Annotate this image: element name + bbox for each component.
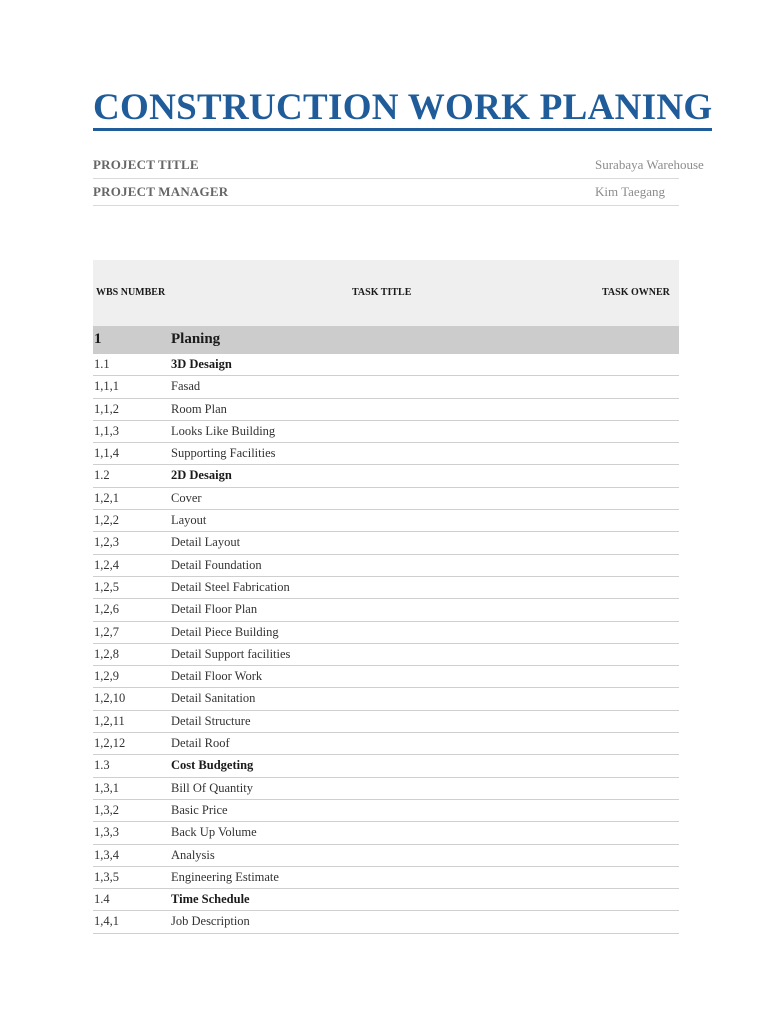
task-title-cell: Detail Layout bbox=[171, 535, 241, 550]
wbs-number-cell: 1,4,1 bbox=[94, 914, 119, 929]
wbs-number-cell: 1,2,7 bbox=[94, 624, 119, 639]
column-header-wbs: WBS NUMBER bbox=[96, 287, 166, 298]
wbs-number-cell: 1.4 bbox=[94, 892, 110, 907]
task-title-cell: Detail Structure bbox=[171, 713, 251, 728]
wbs-number-cell: 1.2 bbox=[94, 468, 110, 483]
task-title-cell: 2D Desaign bbox=[171, 468, 232, 483]
column-header-task-title: TASK TITLE bbox=[352, 287, 412, 298]
project-manager-value: Kim Taegang bbox=[595, 184, 665, 199]
task-title-cell: Basic Price bbox=[171, 802, 228, 817]
task-title-cell: Detail Foundation bbox=[171, 557, 262, 572]
wbs-number-cell: 1,3,4 bbox=[94, 847, 119, 862]
column-header-task-owner: TASK OWNER bbox=[602, 287, 670, 298]
table-row bbox=[93, 688, 679, 710]
task-title-cell: Detail Floor Work bbox=[171, 669, 263, 684]
task-title-cell: Detail Floor Plan bbox=[171, 602, 258, 617]
project-title-label: PROJECT TITLE bbox=[93, 157, 199, 172]
task-title-cell: Fasad bbox=[171, 379, 201, 394]
task-title-cell: Bill Of Quantity bbox=[171, 780, 253, 795]
task-title-cell: 3D Desaign bbox=[171, 357, 232, 371]
task-title-cell: Layout bbox=[171, 513, 207, 528]
wbs-number-cell: 1,2,10 bbox=[94, 691, 126, 706]
wbs-number-cell: 1,2,4 bbox=[94, 557, 119, 572]
table-row bbox=[93, 488, 679, 510]
project-manager-label: PROJECT MANAGER bbox=[93, 184, 229, 199]
task-title-cell: Detail Piece Building bbox=[171, 624, 279, 639]
table-row bbox=[93, 800, 679, 822]
table-row bbox=[93, 555, 679, 577]
table-header bbox=[93, 260, 679, 326]
wbs-number-cell: 1,2,9 bbox=[94, 669, 119, 684]
task-title-cell: Detail Roof bbox=[171, 736, 230, 751]
table-row bbox=[93, 644, 679, 666]
table-row bbox=[93, 622, 679, 644]
wbs-number-cell: 1,2,11 bbox=[94, 713, 125, 728]
table-row bbox=[93, 822, 679, 844]
table-row bbox=[93, 845, 679, 867]
table-row bbox=[93, 666, 679, 688]
wbs-number-cell: 1.1 bbox=[94, 357, 110, 371]
project-title-value: Surabaya Warehouse bbox=[595, 157, 704, 172]
task-title-cell: Cost Budgeting bbox=[171, 758, 254, 773]
table-row bbox=[93, 443, 679, 465]
table-row bbox=[93, 778, 679, 800]
table-section-row bbox=[93, 755, 679, 777]
wbs-number-cell: 1,2,8 bbox=[94, 646, 119, 661]
project-manager-row bbox=[93, 179, 679, 206]
wbs-number-cell: 1,2,6 bbox=[94, 602, 119, 617]
wbs-number-cell: 1,2,5 bbox=[94, 579, 119, 594]
table-section-row bbox=[93, 465, 679, 487]
table-row bbox=[93, 711, 679, 733]
task-title-cell: Detail Sanitation bbox=[171, 691, 256, 706]
table-row bbox=[93, 399, 679, 421]
table-row bbox=[93, 510, 679, 532]
table-row bbox=[93, 867, 679, 889]
table-row bbox=[93, 421, 679, 443]
task-title-cell: Detail Steel Fabrication bbox=[171, 579, 290, 594]
task-title-cell: Analysis bbox=[171, 847, 215, 862]
wbs-number-cell: 1.3 bbox=[94, 758, 110, 773]
task-title-cell: Looks Like Building bbox=[171, 423, 276, 438]
phase-wbs: 1 bbox=[94, 331, 102, 347]
wbs-number-cell: 1,1,2 bbox=[94, 401, 119, 416]
document-page bbox=[93, 0, 713, 1024]
wbs-number-cell: 1,2,3 bbox=[94, 535, 119, 550]
phase-title: Planing bbox=[171, 331, 221, 347]
project-title-row bbox=[93, 152, 704, 179]
task-table-body bbox=[93, 354, 679, 934]
task-title-cell: Cover bbox=[171, 490, 202, 505]
wbs-number-cell: 1,2,12 bbox=[94, 736, 126, 751]
task-title-cell: Room Plan bbox=[171, 401, 227, 416]
wbs-number-cell: 1,2,2 bbox=[94, 513, 119, 528]
table-row bbox=[93, 532, 679, 554]
task-title-cell: Engineering Estimate bbox=[171, 869, 279, 884]
table-row bbox=[93, 376, 679, 398]
phase-row bbox=[93, 326, 679, 354]
task-title-cell: Detail Support facilities bbox=[171, 646, 291, 661]
wbs-number-cell: 1,1,1 bbox=[94, 379, 119, 394]
task-title-cell: Time Schedule bbox=[171, 892, 250, 907]
table-row bbox=[93, 599, 679, 621]
wbs-number-cell: 1,3,1 bbox=[94, 780, 119, 795]
document-title: CONSTRUCTION WORK PLANING bbox=[93, 88, 712, 131]
wbs-number-cell: 1,3,3 bbox=[94, 825, 119, 840]
table-section-row bbox=[93, 889, 679, 911]
wbs-number-cell: 1,3,2 bbox=[94, 802, 119, 817]
table-row bbox=[93, 911, 679, 933]
task-title-cell: Job Description bbox=[171, 914, 250, 929]
wbs-number-cell: 1,1,3 bbox=[94, 423, 119, 438]
table-row bbox=[93, 733, 679, 755]
table-section-row bbox=[93, 354, 679, 376]
wbs-number-cell: 1,2,1 bbox=[94, 490, 119, 505]
wbs-number-cell: 1,1,4 bbox=[94, 446, 119, 461]
wbs-number-cell: 1,3,5 bbox=[94, 869, 119, 884]
table-row bbox=[93, 577, 679, 599]
task-title-cell: Back Up Volume bbox=[171, 825, 257, 840]
task-title-cell: Supporting Facilities bbox=[171, 446, 276, 461]
